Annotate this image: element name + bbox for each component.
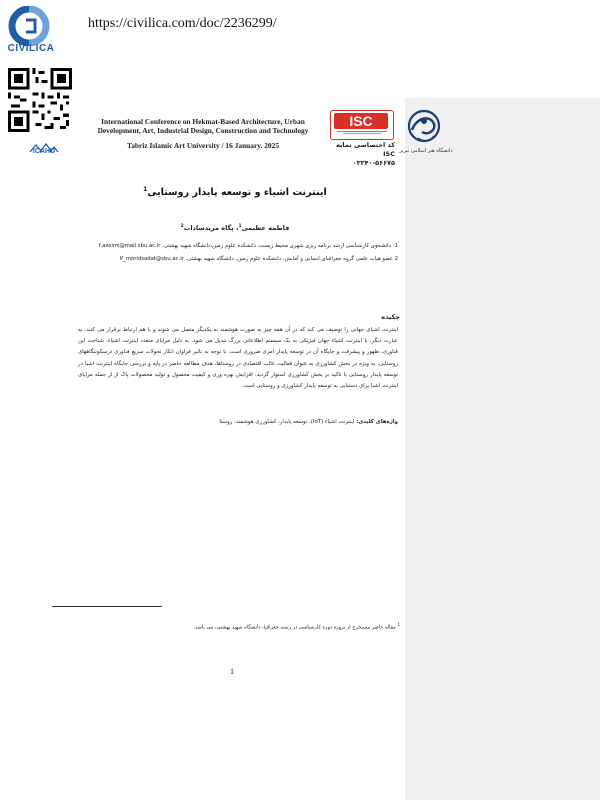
author-2-mark: 2 [180,224,184,229]
page-number: 1 [230,667,234,676]
university-label: دانشگاه هنر اسلامی تبریز [399,148,453,154]
author-2: پگاه مریدسادات [183,224,234,233]
paper-authors [150,224,320,232]
icahu-label: ICAHU [32,148,56,155]
conference-line-2: Development, Art, Industrial Design, Construction and Technology [97,126,309,135]
civilica-logo-icon [4,6,54,46]
affiliation-email[interactable]: P_moridsadat@sbu.ac.ir [119,256,184,262]
title-footnote-mark: 1 [143,186,148,193]
document-url[interactable]: https://civilica.com/doc/2236299/ [88,16,277,31]
keywords-list: اینترنت اشیاء (IoT)، توسعه پایدار، کشاورزی هوشمند، روستا [219,419,355,425]
abstract-heading: چکیده [381,313,400,321]
affiliation-number: 2 [394,256,398,262]
footnote-mark: 1 [397,622,400,627]
isc-code-number: ۰۳۲۴۰-۵۶۶۷۵ [352,159,395,167]
affiliation-number: 1- [392,243,398,249]
keywords-label: واژه‌های کلیدی: [356,419,398,425]
footnote-text: مقاله حاضر مستخرج از پروژه دوره کارشناسی در رشته جغرافیا، دانشگاه شهید بهشتی، می باشد. [193,624,396,631]
conference-venue-date: Tabriz Islamic Art University / 16 January. 2025 [126,141,280,150]
civilica-logo-label: CIVILICA [7,43,55,54]
author-1-mark: 1 [238,224,242,229]
conference-header [80,117,326,150]
university-emblem-icon [400,104,452,148]
isc-subtext-lines-icon [333,130,391,135]
isc-code-label: کد اختصاصی نمایه ISC [336,141,395,158]
author-1: فاطمه عظیمی [241,224,290,233]
qr-code-icon [8,68,72,132]
author-separator: ، [233,224,239,233]
affiliation-text: دانشجوی کارشناسی ارشد برنامه ریزی شهری محیط زیست، دانشکده علوم زمین،دانشگاه شهید بهشتی. [162,243,392,249]
affiliation-1 [78,243,398,249]
footnote-divider [52,606,162,607]
isc-logo-subtext [333,130,391,136]
paper-title [120,186,350,198]
isc-label: ISC [334,113,388,129]
isc-code [325,141,395,168]
footnote [140,622,400,631]
keywords [120,419,398,425]
paper-title-text: اینترنت اشیاء و توسعه پایدار روستایی [147,187,327,199]
affiliation-text: عضو هیات علمی گروه جغرافیای انسانی و آمایش، دانشکده علوم زمین، دانشگاه شهید بهشتی. [185,256,393,262]
affiliation-email[interactable]: f.azeimi@mail.sbu.ac.ir [98,243,161,249]
abstract-body: اینترنت اشیای جهانی را توصیف می کند که در آن همه چیز به صورت هوشمند به یکدیگر متصل می شوند و با هم ارتباط برقرار می کنند. به عبارت دیگر، با اینترنت اشیاء جهان فیزیکی به یک سیستم اطلاعاتی بزرگ تبدیل می شود. به دلیل مزایای متعدد اینترنت اشیاء، شناخت این فناوری، ظهور و پیشرفت و جایگاه آن در توسعه پایدار امری ضروری است. با توجه به تاثیر فراوان انکار تحولات سریع فناوری درسکونتگاههای روستایی، به ویژه در بخش کشاورزی به عنوان فعالیت غالب اقتصادی در روستاها، هدف مطالعه حاضر در پایه و بررسی جایگاه اینترنت اشیا در توسعه پایدار روستایی با تاکید بر بخش کشاورزی استوار گردید. افزایش بهره وری و کیفیت محصول و تولید محصولات پاک از از جمله مزایای اینترنت اشیا برای دستیابی به توسعه پایدار کشاورزی و روستایی است. [78,327,398,390]
page-side-strip [405,98,600,800]
isc-logo [330,110,394,140]
affiliation-2 [78,256,398,262]
conference-line-1: International Conference on Hekmat-Based Architecture, Urban [101,117,305,126]
